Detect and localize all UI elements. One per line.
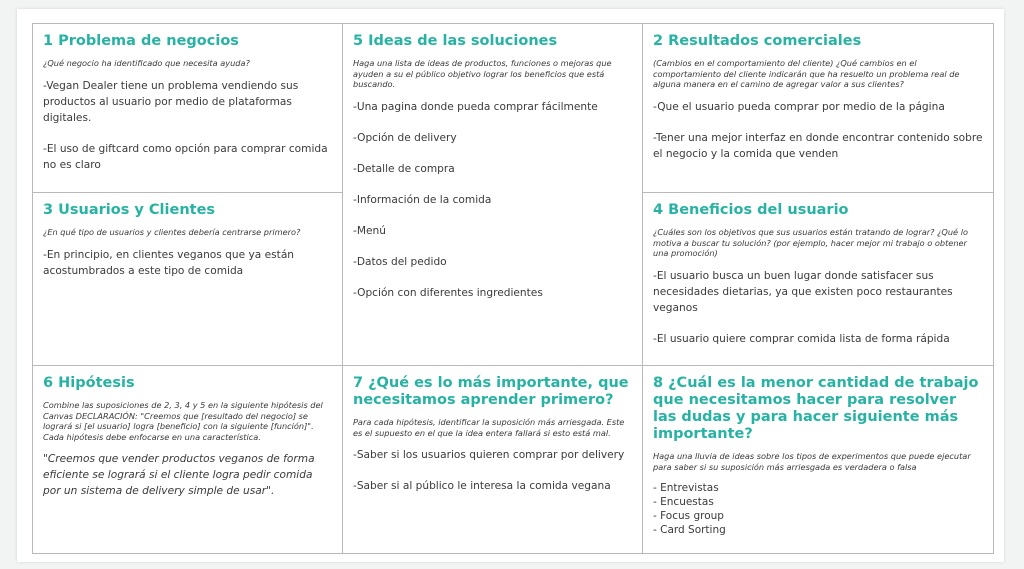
list-item: -Datos del pedido <box>353 255 447 268</box>
cell-body-text: -Que el usuario pueda comprar por medio de la página <box>653 100 945 113</box>
cell-title: 8 ¿Cuál es la menor cantidad de trabajo que necesitamos hacer para resolver las dudas y para hacer siguiente más importante? <box>653 375 979 442</box>
cell-solution-ideas[interactable] <box>342 23 643 366</box>
cell-business-problem[interactable] <box>32 23 343 193</box>
canvas-board <box>17 9 1004 562</box>
cell-body-text: -El usuario busca un buen lugar donde satisfacer sus necesidades dietarias, ya que existen poco restaurantes veganos <box>653 269 953 314</box>
cell-most-important-learning[interactable] <box>342 365 643 554</box>
cell-title: 5 Ideas de las soluciones <box>353 33 558 49</box>
cell-prompt: (Cambios en el comportamiento del cliente) ¿Qué cambios en el comportamiento del cliente indicarán que ha resuelto un problema real de alguna manera en el camino de agregar valor a sus clientes? <box>653 58 960 90</box>
cell-business-outcomes[interactable] <box>642 23 994 193</box>
cell-prompt: ¿Qué negocio ha identificado que necesita ayuda? <box>43 58 250 68</box>
cell-title: 7 ¿Qué es lo más importante, que necesitamos aprender primero? <box>353 375 629 408</box>
cell-hypotheses[interactable] <box>32 365 343 554</box>
cell-title: 2 Resultados comerciales <box>653 33 862 49</box>
cell-user-benefits[interactable] <box>642 192 994 366</box>
cell-body-text: -Tener una mejor interfaz en donde encontrar contenido sobre el negocio y la comida que venden <box>653 131 983 160</box>
list-item: - Entrevistas <box>653 482 719 495</box>
lean-ux-canvas-grid <box>32 23 994 554</box>
list-item: - Focus group <box>653 510 724 523</box>
cell-body-text: -Vegan Dealer tiene un problema vendiendo sus productos al usuario por medio de plataformas digitales. <box>43 79 299 124</box>
cell-body-text: -En principio, en clientes veganos que ya están acostumbrados a este tipo de comida <box>43 248 295 277</box>
cell-title: 4 Beneficios del usuario <box>653 202 849 218</box>
cell-title: 3 Usuarios y Clientes <box>43 202 216 218</box>
list-item: -Menú <box>353 224 386 237</box>
list-item: -Una pagina donde pueda comprar fácilmente <box>353 100 598 113</box>
cell-prompt: ¿En qué tipo de usuarios y clientes debería centrarse primero? <box>43 227 301 237</box>
list-item: -Opción con diferentes ingredientes <box>353 286 543 299</box>
cell-prompt: Combine las suposiciones de 2, 3, 4 y 5 en la siguiente hipótesis del Canvas DECLARACIÓN: "Creemos que [resultado del negocio] se logrará si [el usuario] logra [beneficio] con la siguiente [función]". Cada hipótesis debe enfocarse en una característica. <box>43 400 323 442</box>
cell-prompt: Haga una lluvia de ideas sobre los tipos de experimentos que puede ejecutar para saber si su suposición más arriesgada es verdadera o falsa <box>653 451 971 472</box>
list-item: - Encuestas <box>653 496 714 509</box>
cell-body-text: -Saber si los usuarios quieren comprar por delivery <box>353 449 625 462</box>
cell-prompt: Para cada hipótesis, identificar la suposición más arriesgada. Este es el supuesto en el que la idea entera fallará si esto está mal. <box>353 417 625 438</box>
list-item: -Detalle de compra <box>353 162 455 175</box>
cell-body-text: -El usuario quiere comprar comida lista de forma rápida <box>653 332 950 345</box>
cell-prompt: ¿Cuáles son los objetivos que sus usuarios están tratando de lograr? ¿Qué lo motiva a buscar tu solución? (por ejemplo, hacer mejor mi trabajo o obtener una promoción) <box>653 227 968 259</box>
hypothesis-statement: "Creemos que vender productos veganos de forma eficiente se logrará si el cliente logra pedir comida por un sistema de delivery simple de usar". <box>43 453 315 498</box>
cell-prompt: Haga una lista de ideas de productos, funciones o mejoras que ayuden a su el público objetivo lograr los beneficios que está buscando. <box>353 58 612 90</box>
cell-body-text: -El uso de giftcard como opción para comprar comida no es claro <box>43 142 328 171</box>
cell-body-text: -Saber si al público le interesa la comida vegana <box>353 480 611 493</box>
list-item: - Card Sorting <box>653 524 726 537</box>
list-item: -Información de la comida <box>353 193 492 206</box>
cell-title: 6 Hipótesis <box>43 375 135 391</box>
cell-title: 1 Problema de negocios <box>43 33 239 49</box>
cell-least-work[interactable] <box>642 365 994 554</box>
cell-users-customers[interactable] <box>32 192 343 366</box>
list-item: -Opción de delivery <box>353 131 457 144</box>
